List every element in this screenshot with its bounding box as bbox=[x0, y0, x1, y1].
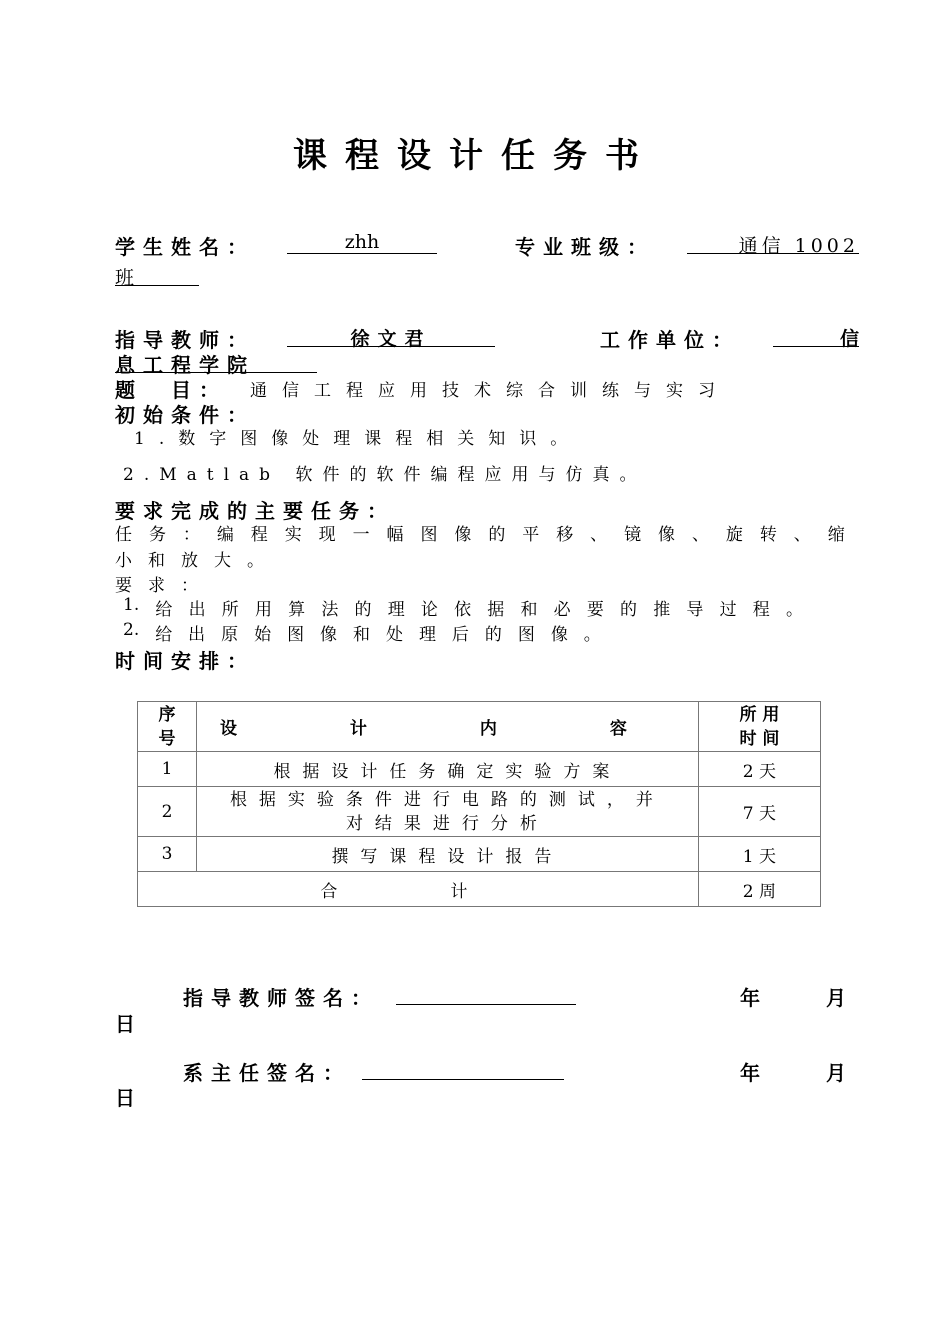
requirement-2 bbox=[123, 620, 601, 645]
row-content bbox=[197, 787, 699, 837]
teacher-label: 指导教师： bbox=[115, 328, 255, 352]
glyph: 给 bbox=[155, 600, 173, 620]
row-time: 1 天 bbox=[698, 837, 820, 872]
student-name-value: zhh bbox=[287, 231, 437, 254]
header-content: 设 计 内 容 bbox=[197, 702, 699, 752]
head-signature-day: 日 bbox=[115, 1086, 143, 1110]
row-no: 3 bbox=[138, 837, 197, 872]
glyph: 导 bbox=[686, 600, 704, 620]
header-no bbox=[138, 702, 197, 752]
total-label: 合 计 bbox=[138, 872, 699, 907]
glyph: 幅 bbox=[386, 525, 404, 545]
glyph: 用 bbox=[254, 600, 272, 620]
teacher-signature-month: 月 bbox=[826, 986, 854, 1010]
topic-value: 通信工程应用技术综合训练与实习 bbox=[250, 381, 730, 401]
glyph: 过 bbox=[719, 600, 737, 620]
row-content: 撰写课程设计报告 bbox=[197, 837, 699, 872]
glyph: 的 bbox=[620, 600, 638, 620]
glyph: 像 bbox=[320, 625, 338, 645]
glyph: 程 bbox=[250, 525, 268, 545]
document-title: 课程设计任务书 bbox=[293, 136, 657, 176]
teacher-value: 徐文君 bbox=[287, 324, 495, 347]
teacher-signature-day: 日 bbox=[115, 1012, 143, 1036]
glyph: 一 bbox=[352, 525, 370, 545]
glyph: 理 bbox=[418, 625, 436, 645]
head-signature-month: 月 bbox=[826, 1061, 854, 1085]
glyph: 和 bbox=[353, 625, 371, 645]
row-content-text: 根据实验条件进行电路的测试，并对结果进行分析 bbox=[229, 789, 665, 834]
initial-item-1: 1.数字图像处理课程相关知识。 bbox=[134, 429, 582, 449]
glyph: 镜 bbox=[624, 525, 642, 545]
header-time-text: 所 用 时 间 bbox=[739, 704, 780, 749]
glyph: 出 bbox=[188, 600, 206, 620]
glyph: 后 bbox=[451, 625, 469, 645]
glyph: 旋 bbox=[725, 525, 743, 545]
table-row bbox=[138, 837, 821, 872]
schedule-label: 时间安排： bbox=[115, 649, 255, 673]
teacher-signature-year: 年 bbox=[740, 986, 768, 1010]
glyph: 缩 bbox=[827, 525, 845, 545]
header-time bbox=[698, 702, 820, 752]
glyph: 和 bbox=[520, 600, 538, 620]
teacher-signature-label: 指导教师签名： bbox=[183, 986, 379, 1010]
glyph: 出 bbox=[188, 625, 206, 645]
glyph: 图 bbox=[420, 525, 438, 545]
work-unit-label: 工作单位： bbox=[600, 328, 740, 352]
glyph: 的 bbox=[488, 525, 506, 545]
glyph: 2. bbox=[123, 620, 140, 640]
glyph: 依 bbox=[454, 600, 472, 620]
glyph: ： bbox=[182, 525, 200, 545]
work-unit-value-continued: 息工程学院 bbox=[115, 349, 317, 373]
table-row bbox=[138, 752, 821, 787]
glyph: 算 bbox=[288, 600, 306, 620]
class-label: 专业班级： bbox=[515, 235, 655, 259]
requirement-1 bbox=[123, 595, 803, 620]
table-total-row bbox=[138, 872, 821, 907]
glyph: 像 bbox=[658, 525, 675, 545]
table-header-row bbox=[138, 702, 821, 752]
initial-item-2: 2.Matlab 软件的软件编程应用与仿真。 bbox=[123, 465, 647, 485]
topic-label: 题 目： bbox=[115, 378, 227, 402]
schedule-table bbox=[137, 701, 821, 907]
glyph: 现 bbox=[318, 525, 336, 545]
glyph: 1. bbox=[123, 595, 140, 615]
glyph: 论 bbox=[420, 600, 438, 620]
class-value: 通信 1002 bbox=[687, 231, 859, 254]
glyph: 必 bbox=[553, 600, 571, 620]
glyph: 。 bbox=[785, 600, 803, 620]
glyph: 转 bbox=[759, 525, 777, 545]
glyph: 编 bbox=[216, 525, 234, 545]
glyph: 、 bbox=[590, 525, 608, 545]
student-name-label: 学生姓名： bbox=[115, 235, 255, 259]
glyph: 像 bbox=[550, 625, 568, 645]
head-signature-year: 年 bbox=[740, 1061, 768, 1085]
glyph: 要 bbox=[586, 600, 604, 620]
task-line-2: 小和放大。 bbox=[115, 551, 280, 571]
row-no: 1 bbox=[138, 752, 197, 787]
teacher-signature-field[interactable] bbox=[396, 982, 576, 1005]
glyph: 法 bbox=[321, 600, 339, 620]
requirements-label: 要求： bbox=[115, 576, 214, 596]
glyph: 。 bbox=[583, 625, 601, 645]
work-unit-value: 信 bbox=[773, 324, 859, 347]
head-signature-field[interactable] bbox=[362, 1057, 564, 1080]
glyph: 像 bbox=[454, 525, 472, 545]
glyph: 的 bbox=[484, 625, 502, 645]
row-content: 根据设计任务确定实验方案 bbox=[197, 752, 699, 787]
glyph: 图 bbox=[517, 625, 535, 645]
glyph: 务 bbox=[148, 525, 166, 545]
total-value: 2 周 bbox=[698, 872, 820, 907]
glyph: 始 bbox=[254, 625, 272, 645]
row-no: 2 bbox=[138, 787, 197, 837]
glyph: 处 bbox=[385, 625, 403, 645]
glyph: 理 bbox=[387, 600, 405, 620]
glyph: 、 bbox=[691, 525, 709, 545]
glyph: 程 bbox=[752, 600, 770, 620]
glyph: 给 bbox=[155, 625, 173, 645]
glyph: 的 bbox=[354, 600, 372, 620]
glyph: 图 bbox=[287, 625, 305, 645]
glyph: 原 bbox=[221, 625, 239, 645]
row-time: 7 天 bbox=[698, 787, 820, 837]
glyph: 、 bbox=[793, 525, 811, 545]
header-no-text: 序号 bbox=[158, 704, 176, 749]
glyph: 移 bbox=[556, 525, 574, 545]
glyph: 所 bbox=[221, 600, 239, 620]
glyph: 平 bbox=[522, 525, 540, 545]
task-line-1 bbox=[115, 520, 845, 545]
initial-conditions-label: 初始条件： bbox=[115, 403, 255, 427]
row-time: 2 天 bbox=[698, 752, 820, 787]
table-row bbox=[138, 787, 821, 837]
head-signature-label: 系主任签名： bbox=[183, 1061, 351, 1085]
glyph: 任 bbox=[115, 525, 132, 545]
glyph: 实 bbox=[284, 525, 302, 545]
glyph: 据 bbox=[487, 600, 505, 620]
glyph: 推 bbox=[653, 600, 671, 620]
class-value-continued: 班 bbox=[115, 263, 199, 286]
main-tasks-label: 要求完成的主要任务： bbox=[115, 499, 395, 523]
